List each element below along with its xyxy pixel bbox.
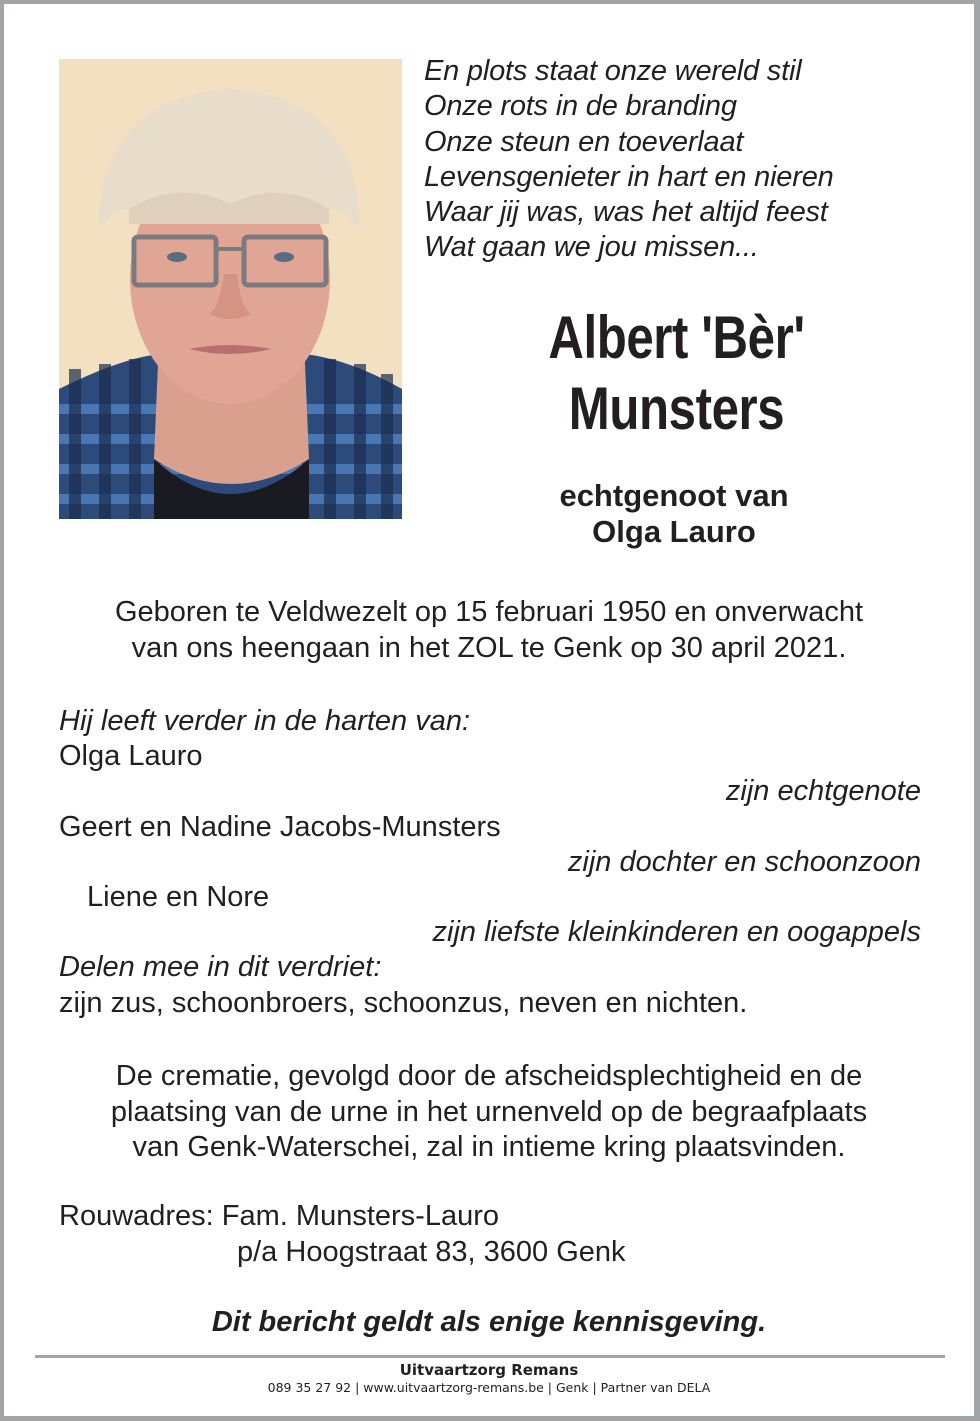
survivors-heading: Hij leeft verder in de harten van: — [59, 705, 471, 737]
notice-statement: Dit bericht geldt als enige kennisgeving. — [211, 1306, 767, 1338]
ceremony-info — [44, 1059, 934, 1166]
ceremony-line: plaatsing van de urne in het urnenveld op de begraafplaats — [110, 1095, 868, 1128]
share-text: zijn zus, schoonbroers, schoonzus, neven en nichten. — [59, 986, 748, 1019]
poem-line: Onze rots in de branding — [424, 90, 737, 123]
spouse-relation — [474, 478, 874, 550]
poem-line: Levensgenieter in hart en nieren — [424, 160, 834, 193]
poem-line: Waar jij was, was het altijd feest — [424, 196, 828, 229]
survivor-relation: zijn liefste kleinkinderen en oogappels — [432, 916, 921, 949]
death-line: van ons heengaan in het ZOL te Genk op 30 april 2021. — [131, 632, 847, 664]
footer-divider — [35, 1355, 945, 1358]
funeral-home-name: Uitvaartzorg Remans — [399, 1361, 579, 1379]
portrait-photo — [59, 59, 402, 519]
deceased-name — [510, 302, 842, 444]
poem-line: Onze steun en toeverlaat — [424, 125, 744, 158]
ceremony-line: van Genk-Waterschei, zal in intieme kring plaatsvinden. — [132, 1131, 846, 1163]
poem — [424, 54, 944, 266]
address-line: p/a Hoogstraat 83, 3600 Genk — [237, 1235, 626, 1268]
portrait-image — [59, 59, 402, 519]
address-line: Rouwadres: Fam. Munsters-Lauro — [59, 1200, 499, 1232]
poem-line: Wat gaan we jou missen... — [424, 231, 759, 264]
survivor-name: Olga Lauro — [59, 740, 203, 773]
birth-death-info — [44, 594, 934, 666]
obituary-card — [4, 4, 974, 1416]
deceased-first-name: Albert 'Bèr' — [548, 304, 805, 371]
funeral-home-contact: 089 35 27 92 | www.uitvaartzorg-remans.be | Genk | Partner van DELA — [267, 1380, 711, 1395]
relation-label: echtgenoot van — [559, 478, 789, 513]
survivor-relation: zijn echtgenote — [725, 775, 921, 808]
ceremony-line: De crematie, gevolgd door de afscheidsplechtigheid en de — [115, 1060, 863, 1092]
mourning-address — [59, 1199, 759, 1270]
survivor-name: Liene en Nore — [87, 881, 270, 914]
survivor-relation: zijn dochter en schoonzoon — [567, 845, 921, 878]
spouse-name: Olga Lauro — [592, 514, 756, 549]
deceased-last-name: Munsters — [568, 375, 785, 442]
survivor-name: Geert en Nadine Jacobs-Munsters — [59, 810, 501, 843]
birth-line: Geboren te Veldwezelt op 15 februari 1950 en onverwacht — [114, 596, 864, 628]
share-heading: Delen mee in dit verdriet: — [59, 951, 382, 984]
survivors-list — [59, 704, 921, 1021]
poem-line: En plots staat onze wereld stil — [424, 55, 802, 87]
